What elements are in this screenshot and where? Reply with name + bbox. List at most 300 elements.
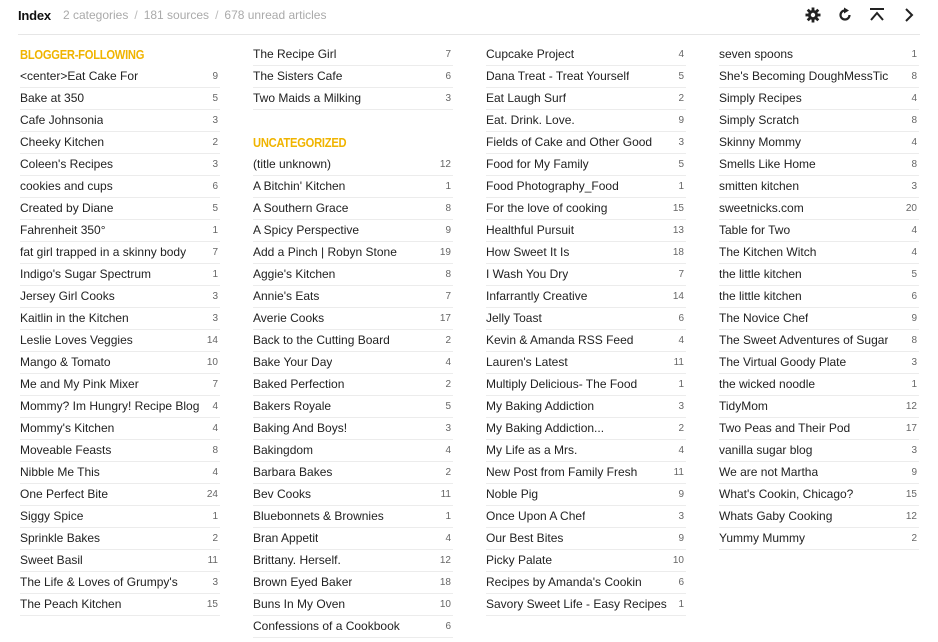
unread-count-badge: 3: [678, 511, 684, 522]
feed-item[interactable]: [20, 352, 220, 374]
index-stats: [63, 8, 327, 22]
feed-item[interactable]: [253, 374, 453, 396]
feed-name: Table for Two: [719, 223, 791, 237]
feed-name: the little kitchen: [719, 289, 802, 303]
next-button[interactable]: [898, 6, 920, 24]
feed-item[interactable]: [20, 374, 220, 396]
feed-name: I Wash You Dry: [486, 267, 569, 281]
unread-count-badge: 7: [212, 379, 218, 390]
feed-item[interactable]: [719, 374, 919, 396]
unread-count-badge: 12: [905, 401, 917, 412]
feed-item[interactable]: [486, 88, 686, 110]
unread-count-badge: 3: [212, 115, 218, 126]
unread-count-badge: 7: [445, 291, 451, 302]
feed-item[interactable]: [253, 88, 453, 110]
feed-item[interactable]: [719, 132, 919, 154]
unread-count-badge: 24: [206, 489, 218, 500]
feed-item[interactable]: [20, 110, 220, 132]
feed-name: Multiply Delicious- The Food: [486, 377, 638, 391]
stats-separator: /: [134, 8, 138, 22]
unread-count-badge: 8: [212, 445, 218, 456]
unread-count-badge: 11: [673, 467, 684, 478]
feed-item[interactable]: [20, 308, 220, 330]
unread-count-badge: 2: [911, 533, 917, 544]
unread-count-badge: 3: [212, 577, 218, 588]
feed-item[interactable]: [486, 176, 686, 198]
unread-count-badge: 6: [445, 621, 451, 632]
feed-name: The Sweet Adventures of Sugar: [719, 333, 889, 347]
feed-name: The Kitchen Witch: [719, 245, 817, 259]
unread-count-badge: 1: [212, 225, 218, 236]
feed-name: Bluebonnets & Brownies: [253, 509, 384, 523]
feed-name: sweetnicks.com: [719, 201, 804, 215]
section-spacer: [253, 110, 453, 132]
unread-count-badge: 3: [445, 93, 451, 104]
unread-count-badge: 4: [445, 357, 451, 368]
feed-name: Mango & Tomato: [20, 355, 111, 369]
toolbar: [802, 6, 920, 24]
feed-item[interactable]: [20, 484, 220, 506]
feed-item[interactable]: [486, 198, 686, 220]
feed-name: Confessions of a Cookbook: [253, 619, 400, 633]
collapse-to-top-button[interactable]: [866, 6, 888, 24]
feed-name: Simply Recipes: [719, 91, 802, 105]
unread-count-badge: 4: [445, 533, 451, 544]
feed-item[interactable]: [719, 176, 919, 198]
feed-item[interactable]: [486, 374, 686, 396]
unread-count-badge: 4: [212, 423, 218, 434]
unread-count-badge: 4: [212, 401, 218, 412]
feed-item[interactable]: [719, 440, 919, 462]
feed-item[interactable]: [719, 308, 919, 330]
unread-count-badge: 15: [206, 599, 218, 610]
unread-count-badge: 6: [212, 181, 218, 192]
feed-name: Cafe Johnsonia: [20, 113, 104, 127]
feed-name: Our Best Bites: [486, 531, 564, 545]
feed-item[interactable]: [253, 528, 453, 550]
feed-name: Bran Appetit: [253, 531, 319, 545]
unread-count-badge: 6: [911, 291, 917, 302]
unread-count-badge: 14: [206, 335, 218, 346]
feed-item[interactable]: [20, 154, 220, 176]
unread-count-badge: 6: [678, 313, 684, 324]
feed-name: Dana Treat - Treat Yourself: [486, 69, 630, 83]
unread-count-badge: 3: [911, 357, 917, 368]
feed-name: <center>Eat Cake For: [20, 69, 139, 83]
feed-item[interactable]: [253, 352, 453, 374]
feed-name: Me and My Pink Mixer: [20, 377, 139, 391]
feed-item[interactable]: [20, 330, 220, 352]
feed-name: A Bitchin' Kitchen: [253, 179, 346, 193]
unread-count-badge: 5: [212, 203, 218, 214]
gear-icon: [805, 7, 821, 23]
feed-item[interactable]: [20, 440, 220, 462]
feed-item[interactable]: [253, 418, 453, 440]
feed-item[interactable]: [253, 396, 453, 418]
feed-name: Created by Diane: [20, 201, 114, 215]
feed-item[interactable]: [719, 506, 919, 528]
feed-name: Brown Eyed Baker: [253, 575, 353, 589]
unread-count-badge: 1: [445, 181, 451, 192]
feed-item[interactable]: [253, 330, 453, 352]
unread-count-badge: 15: [672, 203, 684, 214]
feed-name: Baked Perfection: [253, 377, 345, 391]
unread-count-badge: 10: [206, 357, 218, 368]
unread-count-badge: 11: [440, 489, 451, 500]
unread-count: 678 unread articles: [224, 8, 327, 22]
unread-count-badge: 4: [678, 335, 684, 346]
feed-item[interactable]: [719, 44, 919, 66]
unread-count-badge: 9: [678, 115, 684, 126]
feed-item[interactable]: [253, 198, 453, 220]
feed-item[interactable]: [253, 66, 453, 88]
feed-name: The Virtual Goody Plate: [719, 355, 847, 369]
unread-count-badge: 15: [905, 489, 917, 500]
feed-name: Two Maids a Milking: [253, 91, 362, 105]
feed-column-1: [20, 44, 220, 616]
top-bar: [18, 6, 920, 24]
unread-count-badge: 1: [678, 379, 684, 390]
unread-count-badge: 18: [672, 247, 684, 258]
feed-name: cookies and cups: [20, 179, 113, 193]
unread-count-badge: 2: [212, 137, 218, 148]
feed-item[interactable]: [486, 550, 686, 572]
unread-count-badge: 1: [212, 269, 218, 280]
feed-item[interactable]: [486, 330, 686, 352]
feed-item[interactable]: [486, 242, 686, 264]
feed-item[interactable]: [253, 616, 453, 638]
feed-item[interactable]: [486, 66, 686, 88]
feed-item[interactable]: [486, 154, 686, 176]
feed-item[interactable]: [20, 88, 220, 110]
feed-item[interactable]: [719, 220, 919, 242]
feed-name: The Peach Kitchen: [20, 597, 122, 611]
feed-name: Coleen's Recipes: [20, 157, 114, 171]
unread-count-badge: 18: [439, 577, 451, 588]
feed-item[interactable]: [20, 286, 220, 308]
feed-item[interactable]: [253, 506, 453, 528]
feed-name: Leslie Loves Veggies: [20, 333, 133, 347]
feed-item[interactable]: [486, 352, 686, 374]
feed-name: New Post from Family Fresh: [486, 465, 638, 479]
feed-name: Brittany. Herself.: [253, 553, 341, 567]
feed-item[interactable]: [20, 176, 220, 198]
feed-name: Whats Gaby Cooking: [719, 509, 833, 523]
feed-name: Barbara Bakes: [253, 465, 333, 479]
feed-name: Mommy's Kitchen: [20, 421, 115, 435]
unread-count-badge: 2: [445, 379, 451, 390]
unread-count-badge: 4: [678, 49, 684, 60]
feed-name: smitten kitchen: [719, 179, 800, 193]
feed-item[interactable]: [253, 154, 453, 176]
feed-item[interactable]: [719, 110, 919, 132]
feed-item[interactable]: [253, 264, 453, 286]
feed-item[interactable]: [719, 352, 919, 374]
unread-count-badge: 11: [207, 555, 218, 566]
feed-name: Infarrantly Creative: [486, 289, 588, 303]
feed-item[interactable]: [719, 88, 919, 110]
feed-item[interactable]: [486, 220, 686, 242]
unread-count-badge: 8: [445, 203, 451, 214]
feed-name: Food for My Family: [486, 157, 589, 171]
unread-count-badge: 10: [439, 599, 451, 610]
feed-name: Cheeky Kitchen: [20, 135, 105, 149]
feed-item[interactable]: [20, 528, 220, 550]
feed-name: Bakingdom: [253, 443, 314, 457]
feed-item[interactable]: [253, 594, 453, 616]
unread-count-badge: 7: [212, 247, 218, 258]
feed-item[interactable]: [253, 484, 453, 506]
feed-name: vanilla sugar blog: [719, 443, 813, 457]
unread-count-badge: 2: [212, 533, 218, 544]
feed-name: My Baking Addiction: [486, 399, 595, 413]
feed-name: How Sweet It Is: [486, 245, 570, 259]
feed-name: Recipes by Amanda's Cookin: [486, 575, 642, 589]
unread-count-badge: 3: [445, 423, 451, 434]
unread-count-badge: 8: [911, 115, 917, 126]
chevron-right-icon: [902, 7, 916, 23]
feed-name: Jelly Toast: [486, 311, 542, 325]
unread-count-badge: 8: [911, 159, 917, 170]
collapse-to-top-icon: [868, 7, 886, 23]
unread-count-badge: 5: [678, 71, 684, 82]
feed-name: Sweet Basil: [20, 553, 83, 567]
feed-name: Nibble Me This: [20, 465, 100, 479]
feed-item[interactable]: [486, 264, 686, 286]
feed-item[interactable]: [486, 308, 686, 330]
feed-item[interactable]: [486, 462, 686, 484]
unread-count-badge: 4: [212, 467, 218, 478]
feed-name: The Life & Loves of Grumpy's: [20, 575, 178, 589]
feed-name: She's Becoming DoughMessTic: [719, 69, 889, 83]
feed-item[interactable]: [20, 242, 220, 264]
feed-name: Two Peas and Their Pod: [719, 421, 851, 435]
feed-item[interactable]: [253, 440, 453, 462]
feed-item[interactable]: [486, 44, 686, 66]
feed-name: The Recipe Girl: [253, 47, 337, 61]
feed-item[interactable]: [719, 462, 919, 484]
feed-item[interactable]: [719, 264, 919, 286]
feed-column-4: [719, 44, 919, 550]
feed-name: Indigo's Sugar Spectrum: [20, 267, 152, 281]
feed-item[interactable]: [486, 572, 686, 594]
unread-count-badge: 4: [678, 445, 684, 456]
unread-count-badge: 12: [905, 511, 917, 522]
unread-count-badge: 4: [911, 93, 917, 104]
feed-name: Once Upon A Chef: [486, 509, 586, 523]
unread-count-badge: 6: [678, 577, 684, 588]
unread-count-badge: 1: [911, 379, 917, 390]
unread-count-badge: 4: [911, 225, 917, 236]
category-count: 2 categories: [62, 8, 129, 22]
feed-item[interactable]: [20, 132, 220, 154]
feed-name: The Novice Chef: [719, 311, 809, 325]
feed-item[interactable]: [253, 242, 453, 264]
unread-count-badge: 14: [672, 291, 684, 302]
feed-column-2: [253, 44, 453, 638]
feed-item[interactable]: [20, 264, 220, 286]
unread-count-badge: 12: [439, 555, 451, 566]
unread-count-badge: 17: [439, 313, 451, 324]
feed-item[interactable]: [486, 506, 686, 528]
feed-item[interactable]: [253, 220, 453, 242]
feed-name: Sprinkle Bakes: [20, 531, 101, 545]
feed-name: the wicked noodle: [719, 377, 816, 391]
feed-name: Lauren's Latest: [486, 355, 568, 369]
feed-item[interactable]: [20, 462, 220, 484]
unread-count-badge: 6: [445, 71, 451, 82]
unread-count-badge: 9: [678, 533, 684, 544]
feed-item[interactable]: [253, 308, 453, 330]
source-count: 181 sources: [143, 8, 210, 22]
feed-item[interactable]: [486, 440, 686, 462]
feed-item[interactable]: [719, 286, 919, 308]
unread-count-badge: 8: [911, 71, 917, 82]
feed-name: A Spicy Perspective: [253, 223, 360, 237]
feed-name: Yummy Mummy: [719, 531, 806, 545]
unread-count-badge: 2: [445, 467, 451, 478]
feed-item[interactable]: [20, 418, 220, 440]
feed-name: Noble Pig: [486, 487, 539, 501]
unread-count-badge: 4: [911, 137, 917, 148]
feed-name: Siggy Spice: [20, 509, 84, 523]
feed-item[interactable]: [486, 594, 686, 616]
feed-item[interactable]: [719, 418, 919, 440]
feed-item[interactable]: [719, 198, 919, 220]
stats-separator: /: [215, 8, 219, 22]
feed-name: Jersey Girl Cooks: [20, 289, 115, 303]
feed-item[interactable]: [486, 396, 686, 418]
unread-count-badge: 1: [678, 599, 684, 610]
feed-name: Kevin & Amanda RSS Feed: [486, 333, 634, 347]
category-heading[interactable]: BLOGGER-FOLLOWING: [20, 47, 145, 62]
unread-count-badge: 13: [672, 225, 684, 236]
feed-name: Bake Your Day: [253, 355, 333, 369]
unread-count-badge: 4: [911, 247, 917, 258]
unread-count-badge: 4: [445, 445, 451, 456]
feed-name: A Southern Grace: [253, 201, 349, 215]
feed-item[interactable]: [20, 220, 220, 242]
feed-name: Bakers Royale: [253, 399, 332, 413]
feed-item[interactable]: [20, 572, 220, 594]
unread-count-badge: 11: [673, 357, 684, 368]
unread-count-badge: 1: [911, 49, 917, 60]
settings-button[interactable]: [802, 6, 824, 24]
feed-item[interactable]: [253, 286, 453, 308]
feed-name: Moveable Feasts: [20, 443, 112, 457]
feed-item[interactable]: [253, 176, 453, 198]
feed-item[interactable]: [253, 572, 453, 594]
unread-count-badge: 2: [678, 93, 684, 104]
feed-name: Aggie's Kitchen: [253, 267, 336, 281]
feed-item[interactable]: [20, 66, 220, 88]
feed-name: (title unknown): [253, 157, 332, 171]
unread-count-badge: 7: [445, 49, 451, 60]
feed-name: Picky Palate: [486, 553, 553, 567]
feed-name: Smells Like Home: [719, 157, 816, 171]
feed-name: One Perfect Bite: [20, 487, 109, 501]
unread-count-badge: 5: [678, 159, 684, 170]
feed-name: My Baking Addiction...: [486, 421, 605, 435]
feed-item[interactable]: [253, 550, 453, 572]
feed-name: Cupcake Project: [486, 47, 575, 61]
unread-count-badge: 3: [678, 137, 684, 148]
feed-name: We are not Martha: [719, 465, 819, 479]
unread-count-badge: 8: [911, 335, 917, 346]
feed-name: Add a Pinch | Robyn Stone: [253, 245, 397, 259]
header-divider: [18, 34, 920, 35]
unread-count-badge: 5: [212, 93, 218, 104]
feed-name: TidyMom: [719, 399, 768, 413]
feed-name: Fields of Cake and Other Good: [486, 135, 653, 149]
unread-count-badge: 19: [439, 247, 451, 258]
feed-item[interactable]: [253, 44, 453, 66]
unread-count-badge: 3: [212, 159, 218, 170]
feed-item[interactable]: [486, 110, 686, 132]
feed-item[interactable]: [486, 286, 686, 308]
feed-item[interactable]: [20, 594, 220, 616]
unread-count-badge: 20: [905, 203, 917, 214]
feed-column-3: [486, 44, 686, 616]
unread-count-badge: 3: [212, 313, 218, 324]
unread-count-badge: 2: [445, 335, 451, 346]
feed-item[interactable]: [20, 550, 220, 572]
feed-name: the little kitchen: [719, 267, 802, 281]
refresh-button[interactable]: [834, 6, 856, 24]
feed-item[interactable]: [719, 242, 919, 264]
feed-name: Baking And Boys!: [253, 421, 348, 435]
unread-count-badge: 5: [911, 269, 917, 280]
unread-count-badge: 17: [905, 423, 917, 434]
feed-name: The Sisters Cafe: [253, 69, 343, 83]
feed-item[interactable]: [719, 484, 919, 506]
feed-item[interactable]: [486, 528, 686, 550]
feed-name: Kaitlin in the Kitchen: [20, 311, 129, 325]
feed-item[interactable]: [486, 418, 686, 440]
unread-count-badge: 2: [678, 423, 684, 434]
feed-name: Healthful Pursuit: [486, 223, 575, 237]
feed-item[interactable]: [486, 132, 686, 154]
unread-count-badge: 1: [445, 511, 451, 522]
unread-count-badge: 10: [672, 555, 684, 566]
unread-count-badge: 9: [212, 71, 218, 82]
feed-item[interactable]: [719, 66, 919, 88]
feed-item[interactable]: [20, 198, 220, 220]
unread-count-badge: 3: [911, 181, 917, 192]
feed-item[interactable]: [486, 484, 686, 506]
feed-name: Bev Cooks: [253, 487, 312, 501]
feed-name: seven spoons: [719, 47, 794, 61]
feed-item[interactable]: [20, 396, 220, 418]
unread-count-badge: 8: [445, 269, 451, 280]
feed-item[interactable]: [719, 396, 919, 418]
feed-item[interactable]: [719, 528, 919, 550]
feed-name: Averie Cooks: [253, 311, 325, 325]
feed-item[interactable]: [719, 330, 919, 352]
feed-item[interactable]: [20, 506, 220, 528]
unread-count-badge: 3: [911, 445, 917, 456]
category-heading[interactable]: UNCATEGORIZED: [253, 135, 347, 150]
refresh-icon: [837, 7, 853, 23]
feed-item[interactable]: [253, 462, 453, 484]
feed-name: Mommy? Im Hungry! Recipe Blog: [20, 399, 200, 413]
feed-name: Annie's Eats: [253, 289, 320, 303]
feed-name: Food Photography_Food: [486, 179, 619, 193]
unread-count-badge: 9: [678, 489, 684, 500]
unread-count-badge: 7: [678, 269, 684, 280]
feed-item[interactable]: [719, 154, 919, 176]
feed-name: Fahrenheit 350°: [20, 223, 106, 237]
